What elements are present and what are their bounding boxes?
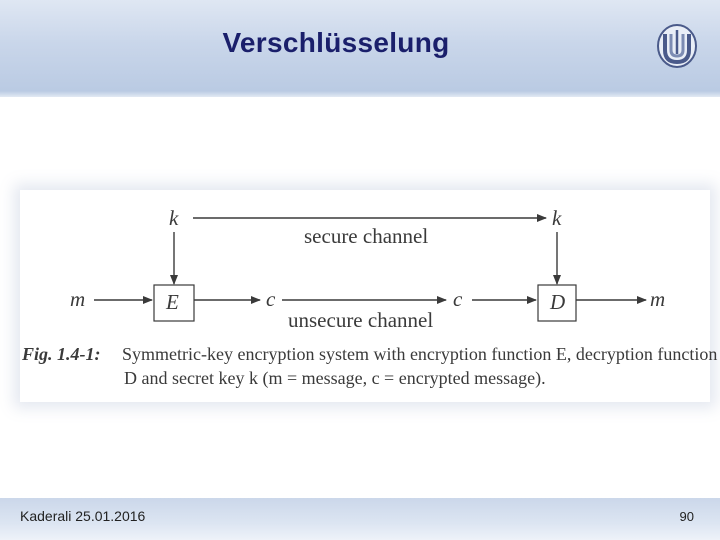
- encrypt-box-label: E: [166, 290, 179, 314]
- ciphertext-out-label: c: [266, 287, 276, 311]
- slide-footer: [0, 498, 720, 540]
- key-label-left: k: [169, 206, 179, 230]
- decrypt-box-label: D: [550, 290, 566, 314]
- page-title: Verschlüsselung: [222, 27, 450, 58]
- key-label-right: k: [552, 206, 562, 230]
- caption-label: Fig. 1.4-1:: [22, 344, 101, 364]
- input-message-label: m: [70, 287, 86, 311]
- footer-author-date: Kaderali 25.01.2016: [20, 508, 146, 524]
- output-message-label: m: [650, 287, 666, 311]
- secure-channel-label: secure channel: [304, 224, 429, 248]
- ciphertext-in-label: c: [453, 287, 463, 311]
- caption-line-2: D and secret key k (m = message, c = encrypted message).: [124, 368, 546, 388]
- caption-line-1: Symmetric-key encryption system with encryption function E, decryption function: [122, 344, 718, 364]
- unsecure-channel-label: unsecure channel: [288, 308, 434, 332]
- page-number: 90: [679, 509, 694, 524]
